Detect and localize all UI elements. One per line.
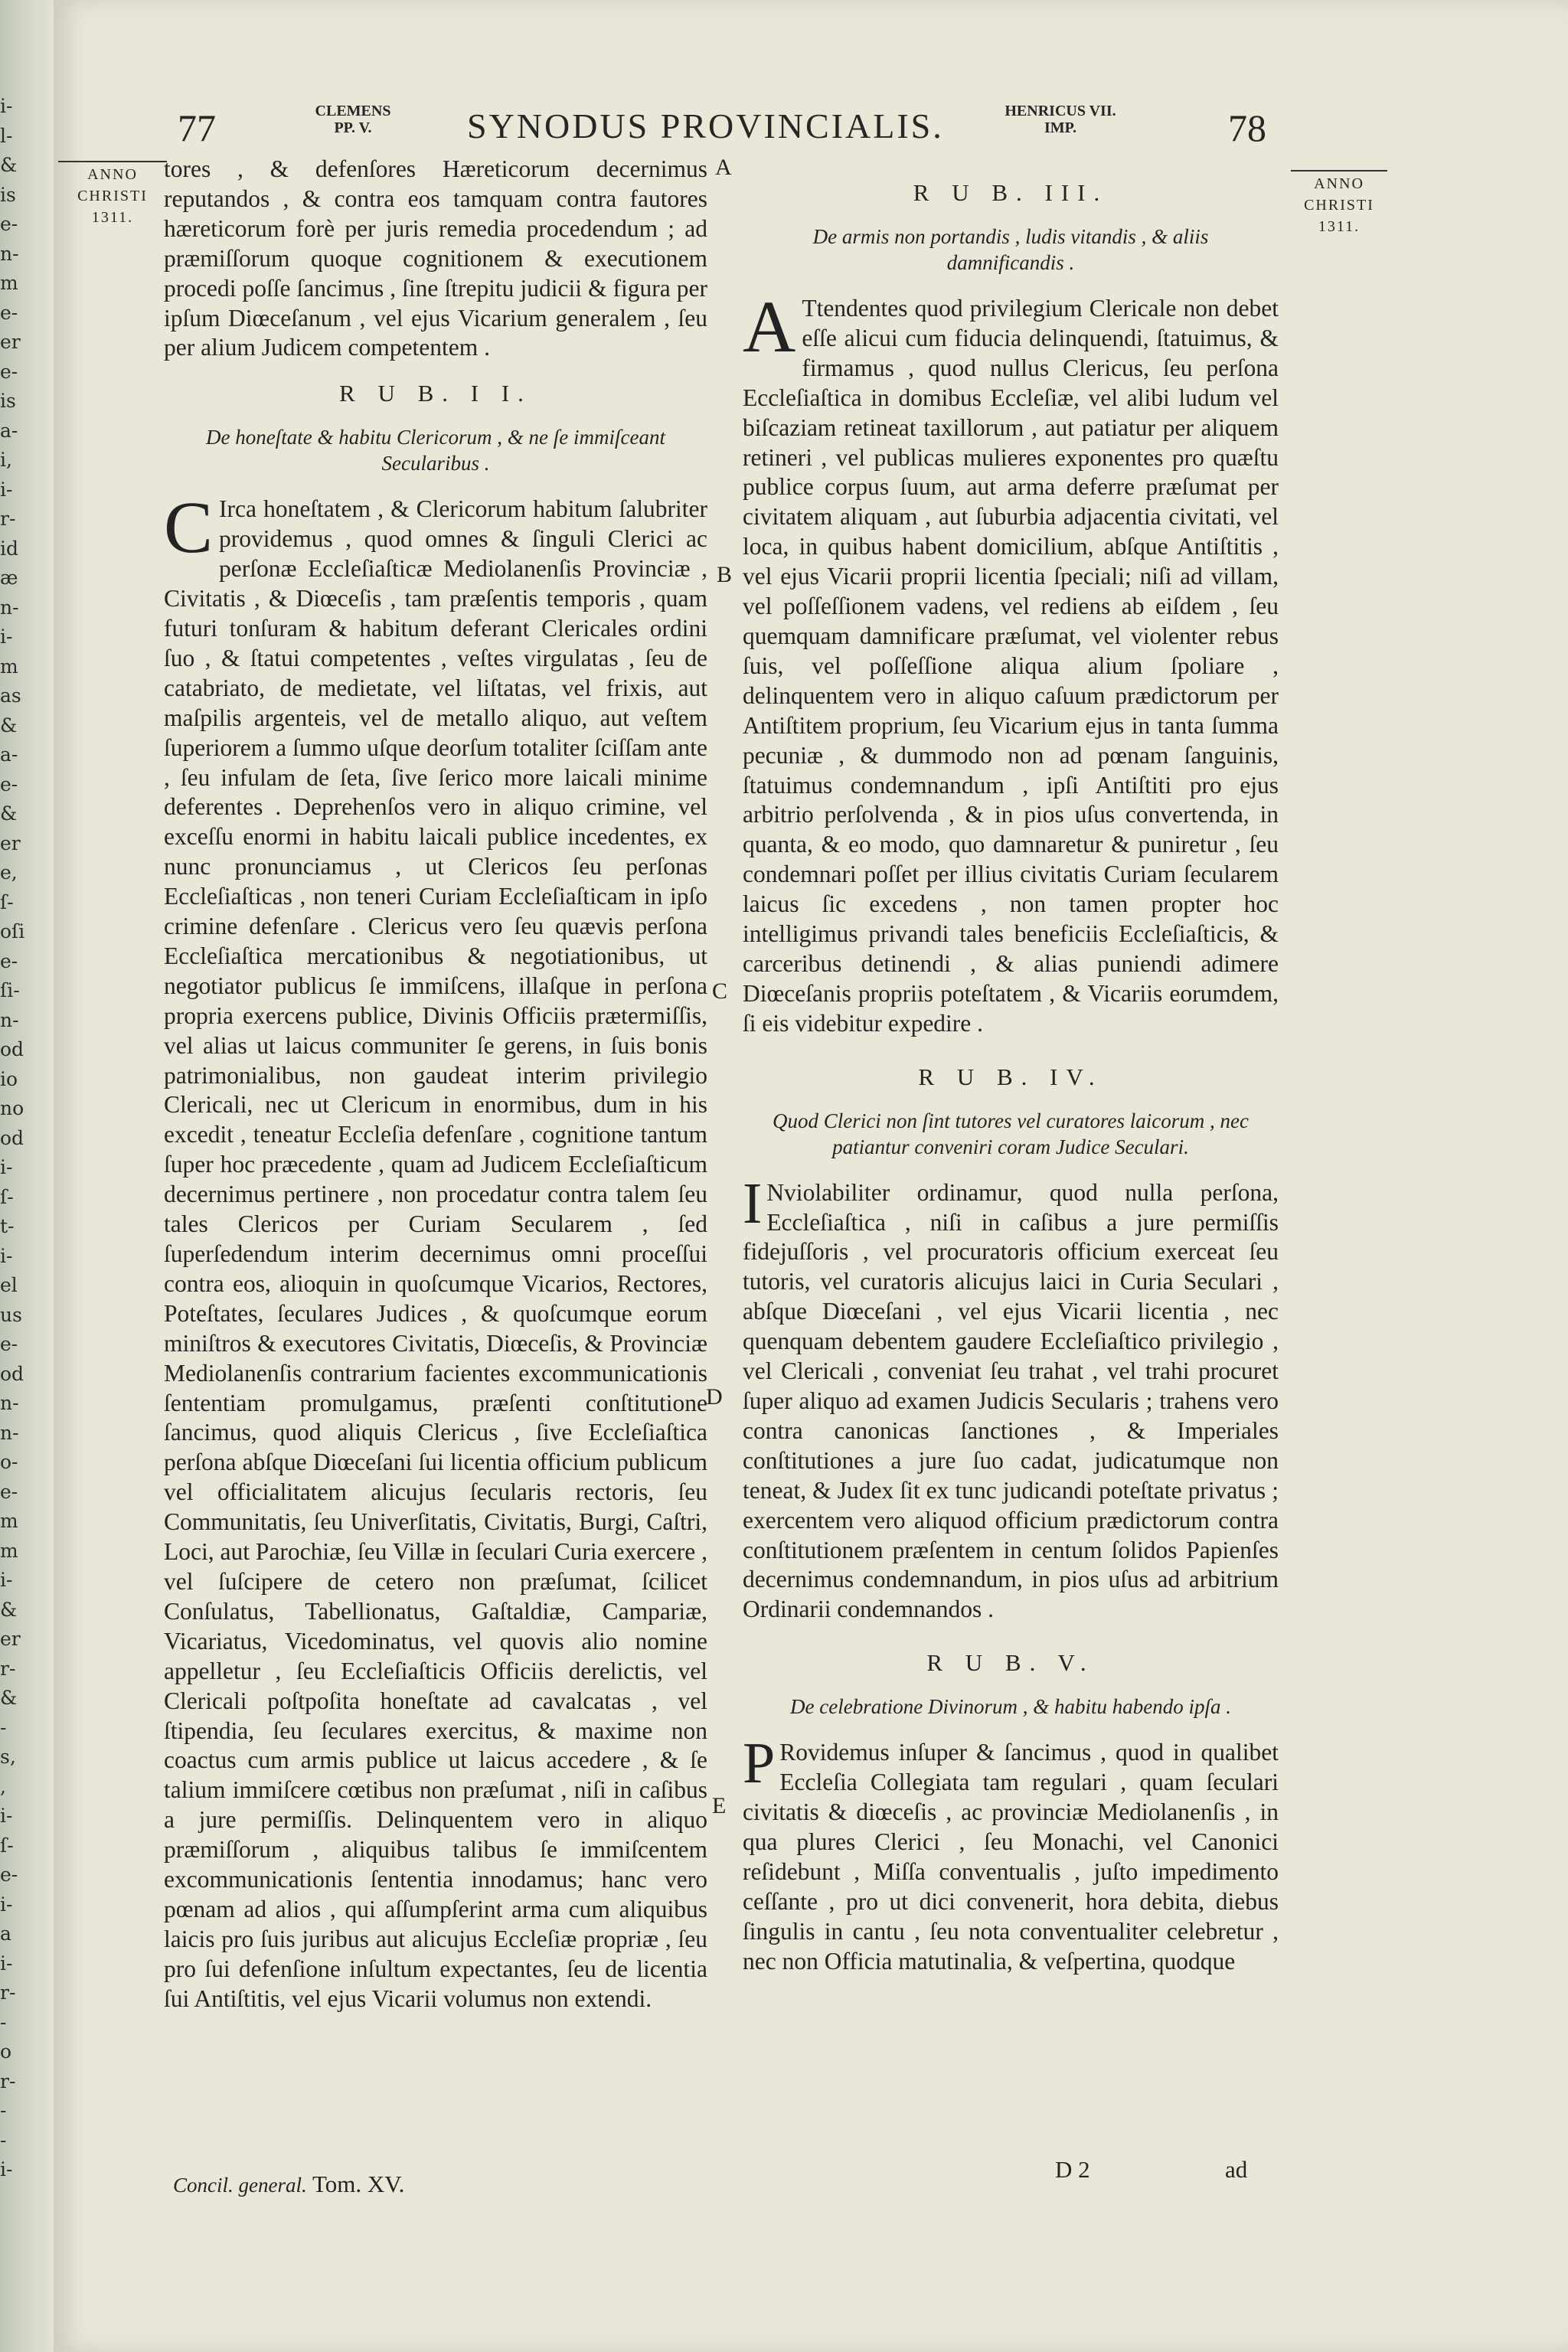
rubric-5-text: Rovidemus inſuper & ſancimus , quod in qualibet Eccleſia Collegiata tam regulari , quam ſeculari civitatis & diœceſis , ac provinciæ Mediolanenſis , in qua plures Clerici , ſeu Monachi, vel Canonici reſidebunt , Miſſa conventualis , juſto impedimento ceſſante , pro ut dici convenerit, hora debita, diebus ſingulis in cantu , ſeu nota conventualiter celebretur , nec non Officia matutinalia, & veſpertina, quodque [743, 1739, 1279, 1975]
margin-fragment: od [0, 1126, 24, 1149]
rubric-5-title: De celebratione Divinorum , & habitu habendo ipſa . [790, 1695, 1231, 1719]
margin-fragment: n- [0, 242, 19, 265]
christi-label: CHRISTI [77, 188, 148, 204]
margin-fragment: a- [0, 419, 18, 442]
margin-fragment: m [0, 272, 18, 294]
signature-mark: D 2 [1055, 2156, 1090, 2183]
rubric-3-title: De armis non portandis , ludis vitandis , & aliis damnificandis . [812, 225, 1209, 274]
margin-fragment: as [0, 684, 21, 707]
page-number-right: 78 [1228, 106, 1266, 149]
drop-cap: I [743, 1171, 763, 1236]
margin-fragment: m [0, 1539, 18, 1562]
margin-fragment: er [0, 331, 21, 353]
page-footer [173, 2171, 404, 2198]
rubric-4-paragraph [743, 1171, 1279, 1625]
running-head-emperor [1003, 103, 1118, 136]
anno-label: ANNO [87, 166, 138, 183]
left-text-column [164, 155, 707, 2014]
margin-fragment: & [0, 1687, 18, 1709]
rubric-4-text: Nviolabiliter ordinamur, quod nulla perſona, Eccleſiaſtica , niſi in caſibus a jure permiſſis fidejuſſoris , vel procuratoris officium exerceat ſeu tutoris, vel curatoris alicujus laici in Curia Seculari , abſque Diœceſani , vel ejus Vicarii licentia , nec quenquam debentem gaudere Eccleſiaſtico privilegio , vel Clericali , conveniat ſeu trahat , vel trahi procuret ſuper aliquo ad examen Judicis Secularis ; trahens vero contra canonicas ſanctiones , & Imperiales conſtitutiones a jure ſuo cadat, judicatumque non teneat, & Judex ſit ex tunc judicandi poteſtate privatus ; exercentem vero aliquod officium prædictorum contra conſtitutionem præſentem in centum ſolidos Papienſes decernimus condemnandum, in pios uſus ad arbitrium Ordinarii condemnandos . [743, 1178, 1279, 1623]
margin-fragment: io [0, 1067, 18, 1090]
page-number-left: 77 [178, 106, 216, 149]
margin-fragment: - [0, 2099, 7, 2122]
margin-fragment: ſ- [0, 1834, 14, 1857]
running-head-pope [303, 103, 403, 136]
rubric-3-paragraph [743, 286, 1279, 1039]
margin-fragment: a- [0, 743, 18, 766]
margin-fragment: , [0, 1775, 6, 1798]
margin-fragment: er [0, 831, 21, 854]
margin-fragment: - [0, 2011, 7, 2034]
margin-fragment: o [0, 2040, 12, 2063]
anno-christi-left [58, 161, 167, 228]
previous-page-edge-fragments [0, 92, 24, 2185]
margin-fragment: i- [0, 1156, 13, 1178]
margin-fragment: el [0, 1274, 18, 1296]
margin-fragment: e- [0, 213, 18, 235]
rubric-2-heading: R U B. I I. [339, 380, 532, 407]
margin-fragment: od [0, 1038, 24, 1060]
margin-fragment: i- [0, 478, 13, 501]
year-label: 1311. [91, 209, 134, 226]
margin-fragment: a [0, 1922, 11, 1945]
section-letter-c: C [712, 978, 728, 1004]
anno-rule [58, 161, 167, 162]
margin-fragment: i- [0, 95, 13, 117]
section-letter-b: B [717, 562, 733, 587]
margin-fragment: æ [0, 567, 18, 589]
margin-fragment: i- [0, 626, 13, 648]
margin-fragment: m [0, 655, 18, 678]
margin-fragment: & [0, 1598, 18, 1621]
margin-fragment: - [0, 2128, 7, 2151]
margin-fragment: & [0, 714, 18, 737]
margin-fragment: n- [0, 1421, 19, 1444]
pope-suffix: PP. V. [334, 119, 372, 136]
footer-tome: Tom. XV. [312, 2171, 405, 2197]
margin-fragment: r- [0, 508, 16, 530]
margin-fragment: r- [0, 1981, 16, 2004]
year-label: 1311. [1318, 218, 1361, 235]
catchword: ad [1225, 2156, 1248, 2183]
margin-fragment: e- [0, 1333, 18, 1355]
margin-fragment: r- [0, 2069, 16, 2092]
rubric-2-title: De honeſtate & habitu Clericorum , & ne ſe immiſceant Secularibus . [206, 426, 665, 475]
emperor-suffix: IMP. [1044, 119, 1077, 136]
drop-cap: P [743, 1731, 776, 1796]
margin-fragment: oſi [0, 920, 25, 942]
drop-cap: A [743, 286, 796, 368]
right-text-column [743, 178, 1279, 1977]
running-title: SYNODUS PROVINCIALIS. [467, 106, 944, 145]
margin-fragment: e- [0, 1864, 18, 1886]
anno-label: ANNO [1314, 175, 1364, 192]
book-binding-shadow [0, 0, 54, 2352]
margin-fragment: & [0, 154, 18, 176]
section-letter-e: E [712, 1793, 727, 1818]
margin-fragment: od [0, 1362, 24, 1385]
margin-fragment: r- [0, 1657, 16, 1680]
footer-collection-title: Concil. general. [173, 2174, 307, 2197]
margin-fragment: ſ- [0, 890, 14, 913]
margin-fragment: t- [0, 1215, 15, 1237]
emperor-name: HENRICUS VII. [1004, 103, 1116, 119]
margin-fragment: i- [0, 1952, 13, 1975]
rubric-5-heading: R U B. V. [926, 1649, 1095, 1677]
margin-fragment: no [0, 1097, 24, 1119]
rubric-3-text: Ttendentes quod privilegium Clericale non debet eſſe alicui cum fiducia delinquendi, ſtatuimus, & firmamus , quod nullus Clericus, ſeu perſona Eccleſiaſtica in domibus Eccleſiæ, vel alibi ludum vel biſcaziam retineat taxillorum , aut patiatur per aliquem retineri , vel publicas mulieres exponentes pro quæſtu publice corpus ſuum, aut arma deferre præſumat per civitatem aliquam , aut ſuburbia adjacentia civitati, vel loca, in quibus habent domicilium, abſque Antiſtitis , vel ejus Vicarii proprii licentia ſpeciali; niſi ad villam, vel poſſeſſionem vadens, vel rediens ab eiſdem , ſeu quemquam damnificare præſumat, vel violenter rebus ſuis, vel poſſeſſione aliqua alium ſpoliare , delinquentem vero in aliquo caſuum prædictorum per Antiſtitem proprium, ſeu Vicarium ejus in tanta ſumma pecuniæ , & dummodo non ad pœnam ſanguinis, ſtatuimus condemnandum , ipſi Antiſtiti pro ejus arbitrio perſolvenda , & in pios uſus convertenda, in quanta, & eo modo, quo damnaretur & puniretur , ſeu condemnari poſſet per illius civitatis Curiam ſecularem laicus ſic excedens , non tamen propter hoc intelligimus privandi tales beneficiis Eccleſiaſticis, & carceribus detinendi , & alias puniendi adimere Diœceſanis propriis poteſtatem , & Vicariis eorumdem, ſi eis videbitur expedire . [743, 295, 1279, 1037]
margin-fragment: ſ- [0, 1185, 14, 1208]
margin-fragment: i- [0, 1569, 13, 1591]
pope-name: CLEMENS [315, 103, 391, 119]
margin-fragment: e- [0, 1480, 18, 1503]
rubric-5-paragraph [743, 1731, 1279, 1976]
rubric-2-paragraph [164, 486, 707, 2014]
margin-fragment: n- [0, 1392, 19, 1414]
christi-label: CHRISTI [1304, 197, 1374, 214]
rubric-2-text: Irca honeſtatem , & Clericorum habitum ſalubriter providemus , quod omnes & ſinguli Clerici ac perſonæ Eccleſiaſticæ Mediolanenſis Provinciæ , Civitatis , & Diœceſis , tam præſentis temporis , quam futuri tonſuram & habitum deferant Clericales ordini ſuo , & ſtatui competentes , veſtes virgulatas , ſeu de catabriato, de medietate, vel liſtatas, vel frixis, aut maſpilis argenteis, vel de metallo aliquo, aut veſtem ſuperiorem a ſummo uſque deorſum totaliter ſciſſam ante , ſeu infulam de ſeta, ſive ſerico more laicali minime deferentes . Deprehenſos vero in aliquo crimine, vel exceſſu enormi in habitu laicali publice incedentes, ex nunc pronunciamus , ut Clericos ſeu perſonas Eccleſiaſticas , non teneri Curiam Eccleſiaſticam in ipſo crimine defenſare . Clericus vero ſeu quævis perſona Eccleſiaſtica mercationibus & negotiationibus, ut negotiator publicus ſe immiſcens, illaſque in perſona propria exercens publice, Divinis Officiis prætermiſſis, vel alias ut laicus communiter ſe gerens, in ſuis bonis patrimonialibus, non gaudeat interim privilegio Clericali, nec ut Clericum in enormibus, dum in his excedit , teneatur Eccleſia defenſare , cognitione tantum ſuper hoc præcedente , quam ad Judicem Eccleſiaſticum decernimus pertinere , non procedatur contra talem ſeu tales Clericos per Curiam Secularem , ſed ſuperſedendum interim decernimus omni proceſſui contra eos, alioquin in quoſcumque Vicarios, Rectores, Poteſtates, ſeculares Judices , & quoſcumque eorum miniſtros & executores Civitatis, Diœceſis, & Provinciæ Mediolanenſis contrarium facientes excommunicationis ſententiam promulgamus, præſenti conſtitutione ſancimus, quod aliquis Clericus , ſive Eccleſiaſtica perſona abſque Diœceſani ſui licentia officium publicum vel officialitatem alicujus ſecularis rectoris, ſeu Communitatis, ſeu Univerſitatis, Civitatis, Burgi, Caſtri, Loci, aut Parochiæ, ſeu Villæ in ſeculari Curia exercere , vel ſuſcipere de cetero non præſumat, ſcilicet Conſulatus, Tabellionatus, Gaſtaldiæ, Campariæ, Vicariatus, Vicedominatus, vel quovis alio nomine appelletur , ſeu Eccleſiaſticis Officiis derelictis, vel Clericali poſtpoſita honeſtate ad cavalcatas , vel ſtipendia, ſeu ſeculares exercitus, & maxime non coactus cum armis publice ut laicus accedere , & ſe talium immiſcere cœtibus non præſumat , niſi in caſibus a jure permiſſis. Delinquentem vero in aliquo præmiſſorum , aliquibus talibus ſe immiſcentem excommunicationis ſententia innodamus; hanc vero pœnam ad alios , qui aſſumpſerint arma cum aliquibus laicis pro ſuis juribus aut alicujus Eccleſiæ propriæ , ſeu pro ſui defenſione inſultum expectantes, ſeu de licentia ſui Antiſtitis, vel ejus Vicarii volumus non extendi. [164, 495, 707, 2012]
margin-fragment: n- [0, 1008, 19, 1031]
anno-rule [1291, 170, 1387, 172]
margin-fragment: is [0, 183, 16, 206]
margin-fragment: e- [0, 301, 18, 324]
rubric-4-heading: R U B. IV. [918, 1063, 1103, 1090]
margin-fragment: i- [0, 1893, 13, 1916]
margin-fragment: o- [0, 1451, 18, 1473]
margin-fragment: i- [0, 1244, 13, 1267]
margin-fragment: us [0, 1303, 22, 1326]
continued-paragraph: tores , & defenſores Hæreticorum decernimus reputandos , & contra eos tamquam contra fautores hæreticorum forè per juris remedia procedendum ; ad præmiſſorum quoque cognitionem & executionem procedi poſſe ſancimus , ſine ſtrepitu judicii & figura per ipſum Diœceſanum , vel ejus Vicarium generalem , ſeu per alium Judicem competentem . [164, 155, 707, 361]
margin-fragment: s, [0, 1746, 16, 1768]
rubric-3-heading: R U B. III. [913, 179, 1109, 206]
section-letter-d: D [706, 1384, 723, 1410]
margin-fragment: er [0, 1628, 21, 1650]
margin-fragment: i- [0, 1805, 13, 1827]
margin-fragment: is [0, 390, 16, 412]
margin-fragment: i, [0, 449, 12, 471]
margin-fragment: n- [0, 596, 19, 619]
margin-fragment: l- [0, 124, 13, 147]
margin-fragment: e- [0, 949, 18, 972]
margin-fragment: & [0, 802, 18, 825]
drop-cap: C [164, 486, 214, 569]
margin-fragment: id [0, 537, 18, 560]
section-letter-a: A [715, 155, 732, 180]
margin-fragment: e- [0, 773, 18, 795]
margin-fragment: ſi- [0, 979, 20, 1001]
margin-fragment: - [0, 1716, 7, 1739]
rubric-4-title: Quod Clerici non ſint tutores vel curatores laicorum , nec patiantur conveniri coram Judice Seculari. [773, 1109, 1249, 1158]
margin-fragment: i- [0, 2158, 13, 2180]
anno-christi-right [1291, 170, 1387, 237]
margin-fragment: e- [0, 360, 18, 383]
margin-fragment: e, [0, 861, 18, 884]
margin-fragment: m [0, 1510, 18, 1532]
